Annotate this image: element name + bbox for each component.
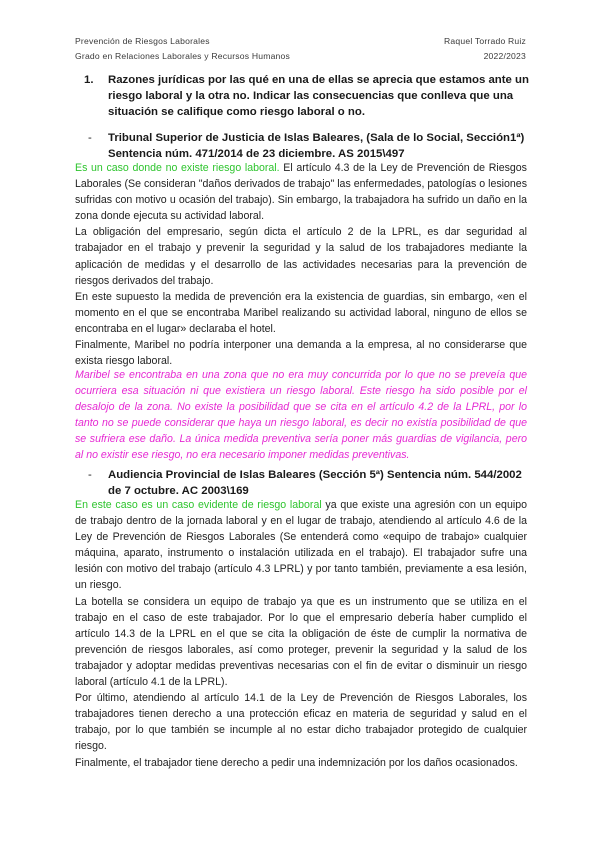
case-1-note-text: Maribel se encontraba en una zona que no era muy concurrida por lo que no se preveía que ocurriera esa situación ni que existiera un riesgo laboral. Este riesgo ha sido posible por el desalojo de la zona. No existe la posibilidad que se cita en el artículo 4.2 de la LPRL, por lo tanto no se puede considerar que haya un riesgo laboral, es decir no existía posibilidad de que se sufriera ese daño. La única medida preventiva sería poner más guardias de vigilancia, pero al no existir ese riesgo, no era necesario imponer medidas preventivas.: [75, 369, 527, 462]
header-author: Raquel Torrado Ruiz: [444, 36, 526, 46]
case-1-note: [75, 367, 527, 464]
case-1-title: Tribunal Superior de Justicia de Islas Baleares, (Sala de lo Social, Sección1ª) Sentencia núm. 471/2014 de 23 diciembre. AS 2015\497: [108, 132, 525, 160]
case-1-paragraph-1-rest: El artículo 4.3 de la Ley de Prevención de Riesgos Laborales (Se consideran "daños derivados de trabajo" las enfermedades, patologías o lesiones sufridas con motivo u ocasión del trabajo). Sin embargo, la trabajadora ha sufrido un daño en la zona donde ejecuta su actividad laboral.: [75, 162, 527, 223]
case-2-paragraph-3: Por último, atendiendo al artículo 14.1 de la Ley de Prevención de Riesgos Laborales, los trabajadores tienen derecho a una protección eficaz en materia de seguridad y salud en el trabajo, por lo que también se incumple al no estar dicho trabajador protegido de cualquier riesgo.: [75, 692, 527, 753]
case-1-paragraph-1: [75, 160, 527, 224]
case-2-paragraph-1-rest: ya que existe una agresión con un equipo de trabajo dentro de la jornada laboral y en el lugar de trabajo, atendiendo al artículo 4.6 de la Ley de Prevención de Riesgos Laborales (Se entenderá como «equipo de trabajo» cualquier máquina, aparato, instrumento o instalación utilizada en el trabajo). El trabajador sufre una lesión con motivo del trabajo (artículo 4.3 LPRL) y por tanto también, previamente a esa lesión, un riesgo.: [75, 499, 527, 592]
case-1-highlight: Es un caso donde no existe riesgo laboral.: [75, 162, 280, 174]
case-2-title: Audiencia Provincial de Islas Baleares (Sección 5ª) Sentencia núm. 544/2002 de 7 octubre. AC 2003\169: [108, 469, 522, 497]
case-2-paragraph-2: La botella se considera un equipo de trabajo ya que es un instrumento que se utiliza en el trabajo en el caso de este trabajador. Por lo que el empresario debería haber cumplido el artículo 14.3 de la LPRL en el que se cita la obligación de éste de cumplir la normativa de prevención de riesgos laborales, así como proteger, prevenir la seguridad y la salud de los trabajador y adoptar medidas preventivas necesarias con el fin de evitar o disminuir un riesgo laboral (artículo 4.1 de la LPRL).: [75, 595, 527, 689]
case-1-bullet: -: [88, 132, 92, 144]
header-year: 2022/2023: [483, 51, 526, 61]
header-course: Prevención de Riesgos Laborales: [75, 36, 210, 46]
case-1-paragraph-4: Finalmente, Maribel no podría interponer una demanda a la empresa, al no considerarse que exista riesgo laboral.: [75, 339, 527, 368]
case-1-paragraph-3: En este supuesto la medida de prevención era la existencia de guardias, sin embargo, «en el momento en el que se encontraba Maribel realizando su actividad laboral, ninguno de ellos se encontraba en el lugar» declaraba el hotel.: [75, 290, 527, 335]
case-1-paragraph-2: La obligación del empresario, según dicta el artículo 2 de la LPRL, es dar seguridad al trabajador en el trabajo y prevenir la seguridad y la salud de los trabajadores mediante la aplicación de medidas y el desarrollo de las actividades necesarias para la prevención de riesgos derivados del trabajo.: [75, 226, 527, 287]
case-2-paragraph-1: [75, 497, 527, 594]
case-1-body: [75, 160, 527, 369]
case-2-highlight: En este caso es un caso evidente de riesgo laboral: [75, 499, 322, 511]
header-degree: Grado en Relaciones Laborales y Recursos Humanos: [75, 51, 291, 61]
case-2-bullet: -: [88, 469, 92, 481]
case-2-body: [75, 497, 527, 771]
question-number: 1.: [84, 74, 94, 86]
case-2-paragraph-4: Finalmente, el trabajador tiene derecho a pedir una indemnización por los daños ocasionados.: [75, 756, 518, 769]
question-text: Razones jurídicas por las qué en una de ellas se aprecia que estamos ante un riesgo laboral y la otra no. Indicar las consecuencias que conlleva que una situación se califique como riesgo laboral o no.: [108, 74, 529, 118]
